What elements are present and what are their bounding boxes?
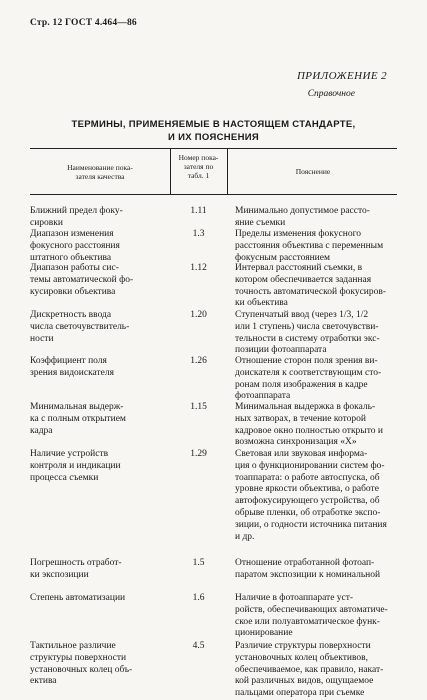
- term-name-line: фокусного расстояния: [30, 240, 120, 251]
- term-name: [30, 229, 162, 264]
- term-name: [30, 402, 162, 437]
- term-explanation-line: уровне яркости объектива, о работе: [235, 484, 379, 495]
- term-number: 1.5: [192, 558, 205, 568]
- table-header-rule: [30, 194, 397, 195]
- term-explanation: [235, 593, 397, 640]
- term-number: 1.15: [190, 402, 207, 412]
- term-explanation: [235, 449, 397, 543]
- term-explanation-line: автофокусирующего устройства, об: [235, 496, 380, 507]
- term-explanation-line: пальцами оператора при съемке: [235, 688, 365, 699]
- term-explanation-line: обеспечиваемое, как правило, накат-: [235, 664, 384, 675]
- term-explanation-line: кой различных видов, ощущаемое: [235, 676, 374, 687]
- term-name-line: темы автоматической фо-: [30, 274, 134, 285]
- term-explanation-line: Интервал расстояний съемки, в: [235, 263, 363, 273]
- term-explanation-line: расстояния объектива с переменным: [235, 240, 384, 251]
- term-name: [30, 558, 162, 582]
- column-header-explanation: Пояснение: [295, 167, 331, 176]
- terms-table: [30, 148, 397, 699]
- appendix-subtitle: Справочное: [307, 89, 355, 99]
- term-explanation-line: Пределы изменения фокусного: [235, 229, 361, 239]
- term-explanation: [235, 402, 397, 449]
- term-name-line: ектива: [30, 676, 57, 687]
- term-name-line: Дискретность ввода: [30, 310, 112, 320]
- term-explanation-line: яние съемки: [235, 217, 286, 228]
- term-explanation: [235, 356, 397, 403]
- term-explanation: [235, 558, 397, 582]
- term-name-line: процесса съемки: [30, 472, 99, 483]
- term-name-line: ка с полным открытием: [30, 413, 126, 424]
- term-explanation-line: Различие структуры поверхности: [235, 641, 371, 651]
- term-name-line: Диапазон работы сис-: [30, 263, 119, 273]
- term-name-line: Тактильное различие: [30, 641, 116, 651]
- term-explanation-line: паратом экспозиции к номинальной: [235, 569, 381, 580]
- term-explanation-line: ское или полуавтоматическое функ-: [235, 616, 380, 627]
- term-name: [30, 310, 162, 345]
- term-name-line: зрения видоискателя: [30, 367, 115, 378]
- term-explanation: [235, 263, 397, 310]
- term-name-line: Погрешность отработ-: [30, 558, 122, 568]
- term-explanation-line: Минимально допустимое рассто-: [235, 206, 370, 216]
- term-name-line: Коэффициент поля: [30, 356, 107, 366]
- term-name: [30, 593, 162, 605]
- term-name-line: сировки: [30, 217, 63, 228]
- section-title: ТЕРМИНЫ, ПРИМЕНЯЕМЫЕ В НАСТОЯЩЕМ СТАНДАРТЕ,: [71, 119, 356, 130]
- term-explanation-line: или 1 ступень) числа светочувстви-: [235, 321, 379, 332]
- page-header: Стр. 12 ГОСТ 4.464—86: [30, 18, 137, 28]
- term-name-line: Степень автоматизации: [30, 593, 126, 603]
- column-divider: [227, 148, 228, 194]
- term-explanation-line: зиции, о годности источника питания: [235, 519, 387, 530]
- term-explanation-line: фокусным расстоянием: [235, 252, 330, 263]
- term-explanation: [235, 206, 397, 230]
- term-explanation-line: возможна синхронизация «Х»: [235, 437, 357, 448]
- column-header-name: Наименование пока- зателя качества: [67, 163, 133, 181]
- term-number: 1.11: [190, 206, 207, 216]
- term-explanation: [235, 310, 397, 357]
- term-name: [30, 206, 162, 230]
- term-number: 1.6: [192, 593, 205, 603]
- term-name: [30, 449, 162, 484]
- section-title-line2: И ИХ ПОЯСНЕНИЯ: [168, 132, 259, 143]
- term-explanation-line: котором обеспечивается заданная: [235, 274, 372, 285]
- term-explanation-line: тоаппарата: о работе автоспуска, об: [235, 472, 380, 483]
- term-explanation-line: ных затворах, в течение которой: [235, 413, 366, 424]
- term-explanation-line: Ступенчатый ввод (через 1/3, 1/2: [235, 310, 369, 320]
- term-number: 1.3: [192, 229, 205, 239]
- term-explanation-line: Отношение сторон поля зрения ви-: [235, 356, 378, 366]
- term-explanation-line: ронам поля изображения в кадре: [235, 379, 368, 390]
- term-explanation-line: фотоаппарата: [235, 391, 291, 402]
- term-explanation-line: точность автоматической фокусиров-: [235, 286, 387, 297]
- term-number: 1.20: [190, 310, 207, 320]
- term-name-line: структуры поверхности: [30, 652, 127, 663]
- term-explanation-line: и др.: [235, 531, 255, 542]
- appendix-title: ПРИЛОЖЕНИЕ 2: [296, 70, 387, 82]
- term-number: 4.5: [192, 641, 205, 651]
- column-header-number: Номер пока- зателя по табл. 1: [178, 153, 219, 180]
- term-explanation-line: ционирование: [235, 628, 293, 639]
- term-name-line: Наличие устройств: [30, 449, 109, 459]
- term-number: 1.29: [190, 449, 207, 459]
- term-name: [30, 356, 162, 380]
- term-explanation-line: ройств, обеспечивающих автоматиче-: [235, 604, 388, 615]
- term-explanation-line: обрыве пленки, об отработке экспо-: [235, 507, 381, 518]
- term-name: [30, 263, 162, 298]
- term-explanation-line: кадровое окно полностью открыто и: [235, 425, 383, 436]
- term-explanation-line: Минимальная выдержка в фокаль-: [235, 402, 376, 412]
- term-explanation-line: Наличие в фотоаппарате уст-: [235, 593, 354, 603]
- term-name-line: ности: [30, 333, 54, 344]
- term-explanation-line: Отношение отработанной фотоап-: [235, 558, 375, 568]
- term-name-line: ки экспозиции: [30, 569, 89, 580]
- term-name-line: кусировки объектива: [30, 286, 116, 297]
- term-name-line: контроля и индикации: [30, 460, 121, 471]
- term-name-line: числа светочувствитель-: [30, 321, 130, 332]
- term-number: 1.12: [190, 263, 207, 273]
- term-explanation-line: тельности в систему отработки экс-: [235, 333, 380, 344]
- column-divider: [170, 148, 171, 194]
- term-explanation: [235, 641, 397, 700]
- term-name-line: штатного объектива: [30, 252, 112, 263]
- term-name-line: установочных колец объ-: [30, 664, 133, 675]
- term-explanation-line: ция о функционировании систем фо-: [235, 460, 385, 471]
- term-explanation-line: ки объектива: [235, 298, 288, 309]
- term-name-line: кадра: [30, 425, 53, 436]
- term-explanation-line: установочных колец объективов,: [235, 652, 368, 663]
- term-name-line: Ближний предел фоку-: [30, 206, 123, 216]
- term-explanation: [235, 229, 397, 264]
- term-explanation-line: позиции фотоаппарата: [235, 345, 327, 356]
- term-name-line: Минимальная выдерж-: [30, 402, 124, 412]
- term-explanation-line: доискателя к соответствующим сто-: [235, 367, 382, 378]
- table-top-rule: [30, 148, 397, 149]
- term-explanation-line: Световая или звуковая информа-: [235, 449, 368, 459]
- term-name-line: Диапазон изменения: [30, 229, 114, 239]
- term-number: 1.26: [190, 356, 207, 366]
